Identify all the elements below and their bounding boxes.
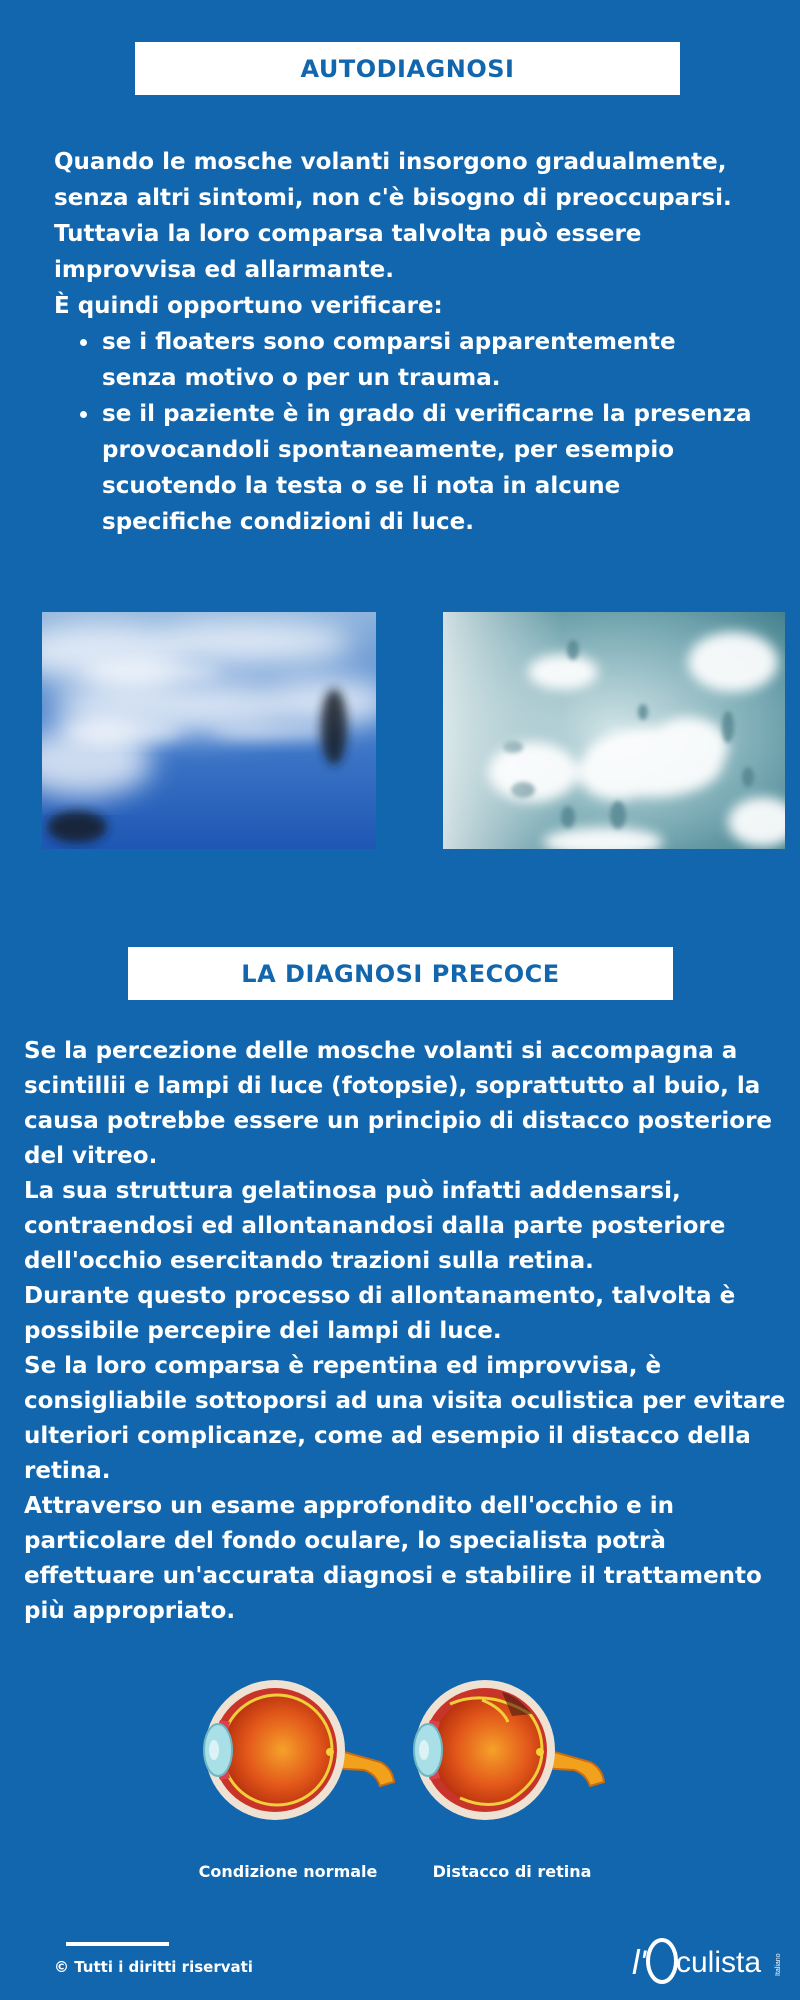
diagnosi-precoce-text	[24, 1034, 794, 1629]
body-paragraph: Attraverso un esame approfondito dell'occhio e in particolare del fondo oculare, lo specialista potrà effettuare un'accurata diagnosi e stabilire il trattamento più appropriato.	[24, 1493, 762, 1624]
check-list-item: • se il paziente è in grado di verificarne la presenza provocandoli spontaneamente, per esempio scuotendo la testa o se li nota in alcune specifiche condizioni di luce.	[100, 396, 754, 540]
footer-divider	[66, 1942, 169, 1946]
intro-paragraph: Quando le mosche volanti insorgono gradualmente, senza altri sintomi, non c'è bisogno di preoccuparsi.	[54, 149, 732, 211]
autodiagnosi-title: AUTODIAGNOSI	[135, 42, 680, 95]
check-list-item: • se i floaters sono comparsi apparentemente senza motivo o per un trauma.	[100, 324, 754, 396]
detached-retina-eye-illustration	[390, 1670, 610, 1830]
detached-retina-caption: Distacco di retina	[432, 1862, 592, 1881]
body-paragraph: La sua struttura gelatinosa può infatti addensarsi, contraendosi ed allontanandosi dalla parte posteriore dell'occhio esercitando trazioni sulla retina.	[24, 1178, 726, 1274]
body-paragraph: Se la percezione delle mosche volanti si accompagna a scintillii e lampi di luce (fotopsie), soprattutto al buio, la causa potrebbe essere un principio di distacco posteriore del vitreo.	[24, 1038, 773, 1169]
body-paragraph: Se la loro comparsa è repentina ed improvvisa, è consigliabile sottoporsi ad una visita oculistica per evitare ulteriori complicanze, come ad esempio il distacco della retina.	[24, 1353, 786, 1484]
normal-eye-illustration	[180, 1670, 400, 1830]
svg-text:culista: culista	[676, 1946, 762, 1979]
sky-floaters-photo-left	[42, 612, 376, 849]
sky-floaters-photo-right	[443, 612, 785, 849]
oculista-logo	[632, 1928, 784, 1988]
body-paragraph: Durante questo processo di allontanamento, talvolta è possibile percepire dei lampi di luce.	[24, 1283, 736, 1344]
normal-eye-caption: Condizione normale	[198, 1862, 378, 1881]
autodiagnosi-text	[54, 144, 754, 540]
intro-paragraph: Tuttavia la loro comparsa talvolta può essere improvvisa ed allarmante.	[54, 221, 642, 283]
intro-paragraph: È quindi opportuno verificare:	[54, 293, 443, 319]
svg-text:l': l'	[632, 1944, 647, 1982]
copyright-text: © Tutti i diritti riservati	[54, 1958, 253, 1976]
check-list	[54, 324, 754, 540]
diagnosi-precoce-title: LA DIAGNOSI PRECOCE	[128, 947, 673, 1000]
svg-text:Italiano: Italiano	[775, 1953, 782, 1976]
